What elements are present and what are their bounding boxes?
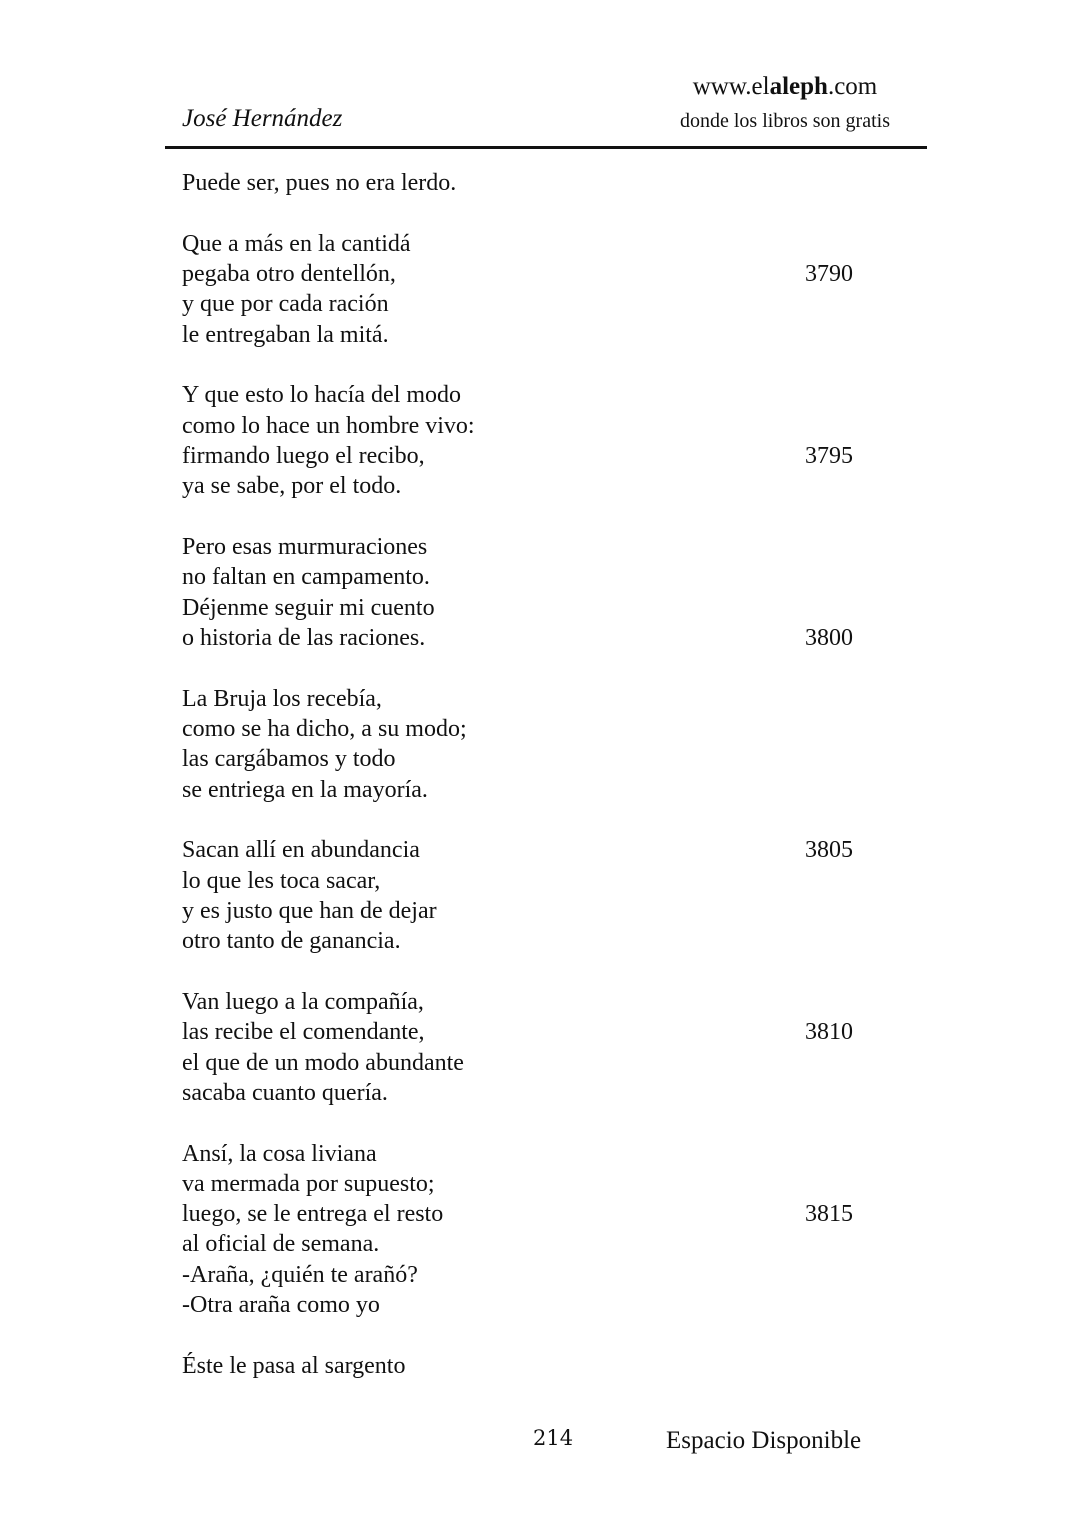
verse-text: no faltan en campamento.	[182, 564, 430, 591]
verse-line	[182, 1139, 882, 1169]
verse-text: Éste le pasa al sargento	[182, 1352, 406, 1379]
site-url-bold: aleph	[769, 73, 828, 100]
verse-line	[182, 1048, 882, 1078]
verse-line	[182, 1229, 882, 1259]
verse-line	[182, 562, 882, 592]
verse-line	[182, 987, 882, 1017]
verse-text: las cargábamos y todo	[182, 746, 396, 773]
verse-number: 3795	[805, 442, 853, 469]
verse-text: -Otra araña como yo	[182, 1292, 380, 1319]
verse-line	[182, 1169, 882, 1199]
author-name: José Hernández	[182, 105, 343, 132]
verse-line	[182, 714, 882, 744]
verse-text: Ansí, la cosa liviana	[182, 1140, 377, 1167]
verse-text: las recibe el comendante,	[182, 1019, 425, 1046]
verse-line	[182, 441, 882, 471]
verse-line	[182, 411, 882, 441]
header-divider	[165, 146, 927, 149]
verse-line	[182, 1199, 882, 1229]
verse-line	[182, 380, 882, 410]
verse-text: le entregaban la mitá.	[182, 321, 389, 348]
verse-number: 3810	[805, 1019, 853, 1046]
site-url	[640, 73, 930, 101]
verse-text: Pero esas murmuraciones	[182, 533, 428, 560]
verse-line	[182, 289, 882, 319]
verse-line	[182, 896, 882, 926]
verse-line	[182, 744, 882, 774]
page-number: 214	[533, 1426, 574, 1450]
verse-line	[182, 835, 882, 865]
verse-text: y es justo que han de dejar	[182, 897, 437, 924]
verse-text: pegaba otro dentellón,	[182, 260, 396, 287]
site-tagline: donde los libros son gratis	[680, 110, 890, 132]
verse-line	[182, 926, 882, 956]
stanza-break	[182, 1108, 882, 1138]
verse-text: ya se sabe, por el todo.	[182, 473, 402, 500]
verse-line	[182, 320, 882, 350]
verse-line	[182, 1078, 882, 1108]
verse-text: sacaba cuanto quería.	[182, 1079, 388, 1106]
verse-line	[182, 1260, 882, 1290]
stanza-break	[182, 1320, 882, 1350]
verse-line	[182, 623, 882, 653]
verse-text: y que por cada ración	[182, 291, 389, 318]
verse-text: como se ha dicho, a su modo;	[182, 715, 467, 742]
verse-text: -Araña, ¿quién te arañó?	[182, 1261, 418, 1288]
verse-text: Que a más en la cantidá	[182, 230, 411, 257]
verse-text: o historia de las raciones.	[182, 624, 426, 651]
verse-number: 3800	[805, 624, 853, 651]
verse-text: Sacan allí en abundancia	[182, 837, 420, 864]
verse-text: Déjenme seguir mi cuento	[182, 594, 435, 621]
verse-text: el que de un modo abundante	[182, 1049, 464, 1076]
stanza-break	[182, 653, 882, 683]
verse-line	[182, 471, 882, 501]
verse-text: otro tanto de ganancia.	[182, 928, 401, 955]
stanza-break	[182, 350, 882, 380]
verse-line	[182, 259, 882, 289]
verse-line	[182, 775, 882, 805]
verse-text: Van luego a la compañía,	[182, 988, 424, 1015]
verse-text: firmando luego el recibo,	[182, 442, 425, 469]
verse-text: Puede ser, pues no era lerdo.	[182, 170, 457, 196]
verse-line	[182, 168, 882, 198]
verse-text: lo que les toca sacar,	[182, 867, 381, 894]
verse-line	[182, 532, 882, 562]
site-url-suffix: .com	[827, 73, 878, 100]
stanza-break	[182, 957, 882, 987]
verse-number: 3790	[805, 260, 853, 287]
verse-line	[182, 229, 882, 259]
verse-text: La Bruja los recebía,	[182, 685, 382, 712]
footer-note: Espacio Disponible	[666, 1427, 862, 1454]
verse-text: luego, se le entrega el resto	[182, 1201, 444, 1228]
site-url-prefix: www.el	[692, 73, 770, 100]
verse-text: va mermada por supuesto;	[182, 1170, 435, 1197]
verse-text: se entriega en la mayoría.	[182, 776, 428, 803]
stanza-break	[182, 198, 882, 228]
verse-number: 3815	[805, 1201, 853, 1228]
verse-line	[182, 1351, 882, 1381]
verse-number: 3805	[805, 837, 853, 864]
poem-body	[182, 168, 882, 1381]
verse-text: Y que esto lo hacía del modo	[182, 382, 462, 409]
verse-line	[182, 1290, 882, 1320]
verse-text: al oficial de semana.	[182, 1231, 380, 1258]
verse-line	[182, 684, 882, 714]
stanza-break	[182, 805, 882, 835]
verse-line	[182, 1017, 882, 1047]
verse-line	[182, 866, 882, 896]
verse-text: como lo hace un hombre vivo:	[182, 412, 475, 439]
stanza-break	[182, 502, 882, 532]
verse-line	[182, 593, 882, 623]
